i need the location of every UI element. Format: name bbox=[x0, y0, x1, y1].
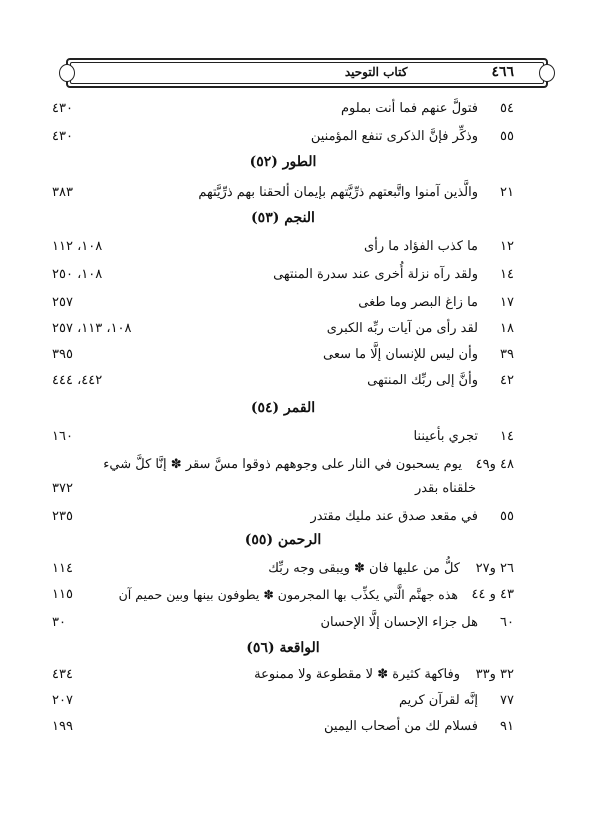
index-entry bbox=[52, 610, 514, 634]
index-entry bbox=[52, 96, 514, 120]
surah-heading: الواقعة (٥٦) bbox=[246, 640, 320, 656]
ayah-text: إنَّه لقرآن كريم bbox=[399, 692, 478, 708]
ayah-number: ١٢ bbox=[500, 238, 514, 254]
page-references: ٣٧٢ bbox=[52, 480, 73, 496]
ayah-text: في مقعد صدق عند مليك مقتدر bbox=[310, 508, 478, 524]
ayah-text: وذكِّر فإنَّ الذكرى تنفع المؤمنين bbox=[310, 128, 478, 144]
index-entry bbox=[52, 504, 514, 528]
page-references: ٤٣٤ bbox=[52, 666, 73, 682]
index-entry bbox=[52, 124, 514, 148]
surah-heading: القمر (٥٤) bbox=[250, 400, 316, 416]
page-references: ٤٣٠ bbox=[52, 128, 73, 144]
page-references: ٤٤٢، ٤٤٤ bbox=[52, 372, 103, 388]
index-entry bbox=[52, 316, 514, 340]
index-entry bbox=[52, 368, 514, 392]
page-references: ١٦٠ bbox=[52, 428, 73, 444]
ayah-text: كلُّ من عليها فان ✽ ويبقى وجه ربِّك bbox=[268, 560, 460, 576]
ayah-number: ٦٠ bbox=[500, 614, 514, 630]
page-references: ١١٤ bbox=[52, 560, 73, 576]
index-entry-continuation bbox=[52, 476, 514, 500]
ayah-text: هل جزاء الإحسان إلَّا الإحسان bbox=[320, 614, 478, 630]
index-entry bbox=[52, 424, 514, 448]
page-references: ١٠٨، ٢٥٠ bbox=[52, 266, 103, 282]
index-entry bbox=[52, 290, 514, 314]
index-entry bbox=[52, 556, 514, 580]
ayah-number: ٥٥ bbox=[500, 128, 514, 144]
page-references: ٣٨٣ bbox=[52, 184, 73, 200]
ayah-text: وأن ليس للإنسان إلَّا ما سعى bbox=[323, 346, 478, 362]
ayah-number: ٤٣ و ٤٤ bbox=[471, 586, 514, 602]
ayah-number: ٥٤ bbox=[500, 100, 514, 116]
surah-heading: الرحمن (٥٥) bbox=[244, 532, 322, 548]
page-references: ١١٥ bbox=[52, 586, 73, 602]
ayah-text: فسلام لك من أصحاب اليمين bbox=[324, 718, 478, 734]
ayah-text: ما زاغ البصر وما طغى bbox=[358, 294, 478, 310]
ayah-text: ما كذب الفؤاد ما رأى bbox=[364, 238, 478, 254]
ayah-number: ٣٩ bbox=[500, 346, 514, 362]
page-references: ٣٩٥ bbox=[52, 346, 73, 362]
ayah-number: ١٧ bbox=[500, 294, 514, 310]
frame-ornament-right bbox=[539, 64, 555, 82]
index-entry bbox=[52, 662, 514, 686]
index-entry bbox=[52, 180, 514, 204]
ayah-number: ٥٥ bbox=[500, 508, 514, 524]
surah-heading: النجم (٥٣) bbox=[251, 210, 315, 226]
book-title: كتاب التوحيد bbox=[344, 65, 408, 79]
ayah-text: فتولَّ عنهم فما أنت بملوم bbox=[340, 100, 478, 116]
index-entry bbox=[52, 262, 514, 286]
ayah-number: ٩١ bbox=[500, 718, 514, 734]
ayah-text: والَّذين آمنوا واتَّبعتهم ذرِّيَّتهم بإيمان ألحقنا بهم ذرِّيَّتهم bbox=[198, 184, 478, 200]
index-entry bbox=[52, 234, 514, 258]
ayah-number: ٢٦ و٢٧ bbox=[475, 560, 514, 576]
page-references: ٢٥٧ bbox=[52, 294, 73, 310]
index-entry bbox=[52, 342, 514, 366]
index-entry bbox=[52, 688, 514, 712]
ayah-text: ولقد رآه نزلة أُخرى عند سدرة المنتهى bbox=[273, 266, 478, 282]
ayah-number: ١٨ bbox=[500, 320, 514, 336]
index-entry bbox=[52, 582, 514, 606]
page-number: ٤٦٦ bbox=[491, 64, 514, 80]
ayah-number: ١٤ bbox=[500, 428, 514, 444]
ayah-number: ١٤ bbox=[500, 266, 514, 282]
ayah-text: لقد رأى من آيات ربِّه الكبرى bbox=[326, 320, 478, 336]
ayah-text: وفاكهة كثيرة ✽ لا مقطوعة ولا ممنوعة bbox=[254, 666, 460, 682]
ayah-text: تجري بأعيننا bbox=[413, 428, 478, 444]
page-header bbox=[82, 63, 532, 81]
ayah-text-continuation: خلقناه بقدر bbox=[414, 480, 476, 496]
ayah-number: ٣٢ و٣٣ bbox=[475, 666, 514, 682]
index-entry bbox=[52, 714, 514, 738]
page-references: ٢٣٥ bbox=[52, 508, 73, 524]
page-references: ٣٠ bbox=[52, 614, 66, 630]
page-references: ١٩٩ bbox=[52, 718, 73, 734]
index-entry bbox=[100, 452, 514, 476]
ayah-number: ٤٨ و٤٩ bbox=[475, 456, 514, 472]
ayah-number: ٧٧ bbox=[500, 692, 514, 708]
ayah-text: هذه جهنَّم الَّتي يكذِّب بها المجرمون ✽ يطوفون بينها وبين حميم آن bbox=[118, 586, 458, 602]
page-references: ١٠٨، ١١٣، ٢٥٧ bbox=[52, 320, 132, 336]
ayah-text: يوم يسحبون في النار على وجوههم ذوقوا مسَّ سقر ✽ إنَّا كلَّ شيء bbox=[103, 456, 462, 472]
ayah-number: ٤٢ bbox=[500, 372, 514, 388]
page-references: ٤٣٠ bbox=[52, 100, 73, 116]
ayah-number: ٢١ bbox=[500, 184, 514, 200]
surah-heading: الطور (٥٢) bbox=[249, 154, 317, 170]
frame-ornament-left bbox=[59, 64, 75, 82]
page-references: ٢٠٧ bbox=[52, 692, 73, 708]
ayah-text: وأنَّ إلى ربِّك المنتهى bbox=[367, 372, 478, 388]
page-references: ١٠٨، ١١٢ bbox=[52, 238, 103, 254]
